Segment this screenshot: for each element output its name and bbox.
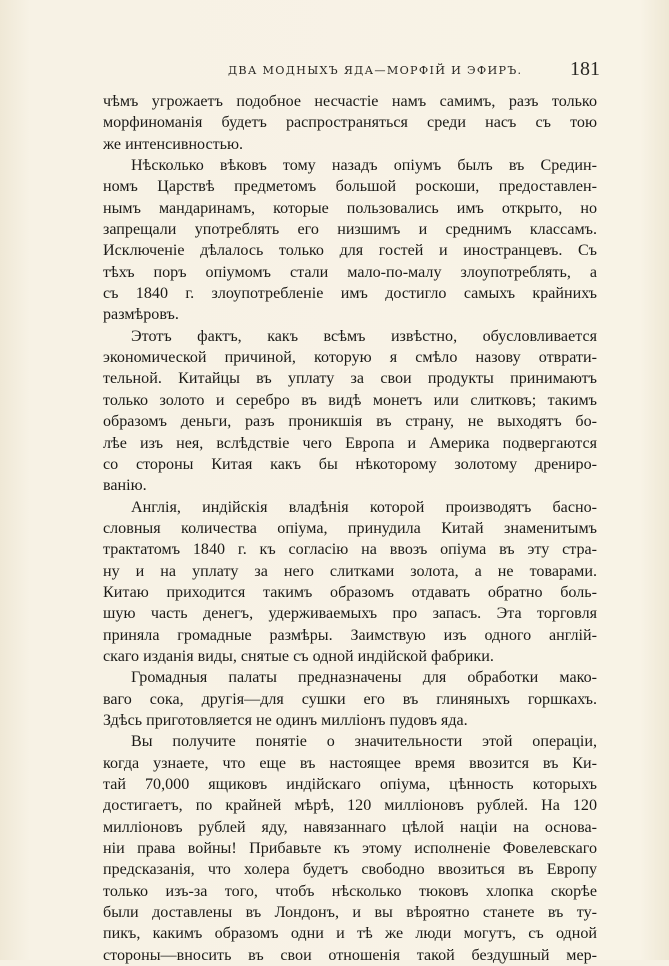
- text-line: Громадныя палаты предназначены для обработки мако-: [131, 669, 597, 687]
- text-line: трактатомъ 1840 г. къ согласію на ввозъ опіума въ эту стра-: [103, 541, 597, 559]
- page-header: [100, 58, 600, 84]
- text-line: Исключеніе дѣлалось только для гостей и иностранцевъ. Съ: [103, 242, 597, 260]
- text-line: шую часть денегъ, удерживаемыхъ про запасъ. Эта торговля: [103, 605, 597, 623]
- text-line: предсказанія, что холера будетъ свободно ввозиться въ Европу: [103, 861, 597, 879]
- text-line: нымъ мандаринамъ, которые пользовались имъ открыто, но: [103, 199, 597, 217]
- text-line: приняла громадные размѣры. Заимствую изъ одного англій-: [103, 626, 597, 644]
- running-title: ДВА МОДНЫХЪ ЯДА—МОРФІЙ И ЭФИРЪ.: [228, 64, 523, 77]
- text-line: когда узнаете, что еще въ настоящее время ввозится въ Ки-: [103, 754, 597, 772]
- text-line: Китаю приходится такимъ образомъ отдавать обратно боль-: [103, 583, 597, 601]
- text-line: образомъ деньги, разъ проникшія въ страну, не выходятъ бо-: [103, 413, 597, 431]
- text-line: ну и на уплату за него слитками золота, а не товарами.: [103, 562, 597, 580]
- text-line: пикъ, какимъ образомъ одни и тѣ же люди могутъ, съ одной: [103, 925, 597, 943]
- text-line: скаго изданія виды, снятые съ одной индійской фабрики.: [103, 647, 494, 665]
- text-line: номъ Царствѣ предметомъ большой роскоши, предоставлен-: [103, 178, 597, 196]
- text-line: ванію.: [103, 477, 147, 495]
- text-line: тельной. Китайцы въ уплату за свои продукты принимаютъ: [103, 370, 597, 388]
- text-line: Нѣсколько вѣковъ тому назадъ опіумъ былъ въ Средин-: [131, 157, 597, 175]
- text-line: достигаетъ, по крайней мѣрѣ, 120 милліоновъ рублей. На 120: [103, 797, 597, 815]
- text-line: лѣе изъ нея, вслѣдствіе чего Европа и Америка подвергаются: [103, 434, 597, 452]
- text-line: тѣхъ поръ опіумомъ стали мало-по-малу злоупотреблять, а: [103, 263, 597, 281]
- body-text: [103, 91, 597, 966]
- text-line: милліоновъ рублей яду, навязаннаго цѣлой націи на основа-: [103, 818, 597, 836]
- text-line: размѣровъ.: [103, 306, 179, 324]
- text-line: со стороны Китая какъ бы нѣкоторому золотому дрениро-: [103, 455, 597, 473]
- text-line: тай 70,000 ящиковъ индійскаго опіума, цѣнность которыхъ: [103, 776, 597, 793]
- text-line: же интенсивностью.: [103, 135, 244, 153]
- page-number: 181: [570, 58, 600, 80]
- text-line: чѣмъ угрожаетъ подобное несчастіе намъ самимъ, разъ только: [103, 93, 597, 110]
- text-line: только изъ-за того, чтобъ нѣсколько тюковъ хлопка скорѣе: [103, 882, 597, 900]
- text-line: ваго сока, другія—для сушки его въ глиняныхъ горшкахъ.: [103, 690, 597, 708]
- text-line: морфиноманія будетъ распространяться среди насъ съ тою: [103, 114, 597, 132]
- text-line: стороны—вносить въ свои отношенія такой бездушный мер-: [103, 946, 597, 964]
- text-line: только золото и серебро въ видѣ монетъ или слитковъ; такимъ: [103, 391, 597, 409]
- text-line: ніи права войны! Прибавьте къ этому исполненіе Фовелевскаго: [103, 840, 597, 858]
- text-line: Здѣсь приготовляется не одинъ милліонъ пудовъ яда.: [103, 711, 468, 729]
- text-line: Этотъ фактъ, какъ всѣмъ извѣстно, обусловливается: [131, 327, 597, 345]
- text-line: запрещали употреблять его низшимъ и среднимъ классамъ.: [103, 221, 597, 239]
- text-line: экономической причиной, которую я смѣло назову отврати-: [103, 349, 597, 367]
- text-line: словныя количества опіума, принудила Китай знаменитымъ: [103, 519, 597, 537]
- text-line: были доставлены въ Лондонъ, и вы вѣроятно станете въ ту-: [103, 904, 597, 922]
- text-line: Англія, индійскія владѣнія которой производятъ басно-: [131, 498, 597, 516]
- text-line: Вы получите понятіе о значительности этой операціи,: [131, 733, 597, 751]
- text-line: съ 1840 г. злоупотребленіе имъ достигло самыхъ крайнихъ: [103, 285, 597, 303]
